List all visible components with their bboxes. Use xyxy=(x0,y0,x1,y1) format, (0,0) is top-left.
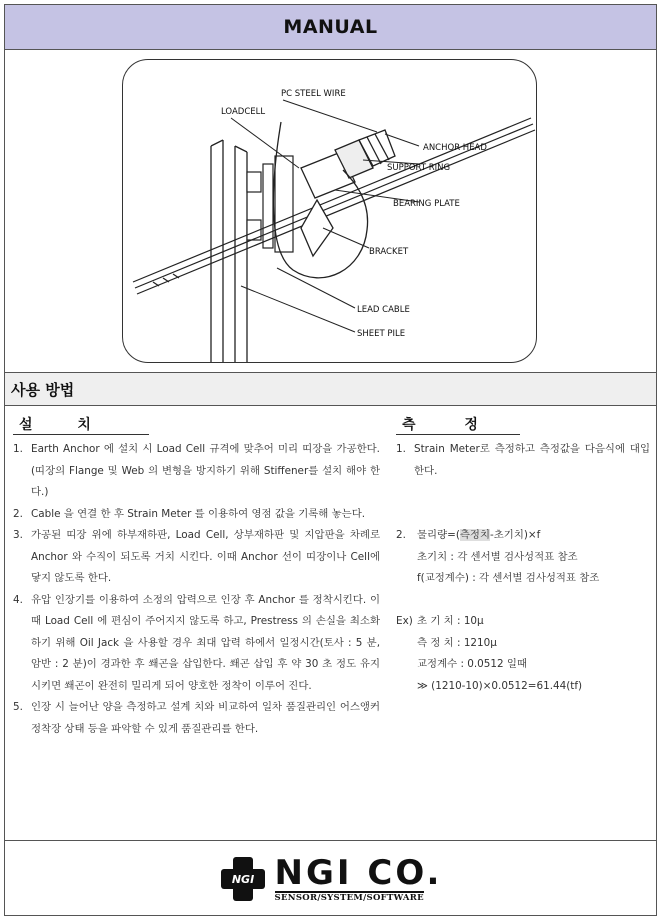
usage-heading xyxy=(5,373,656,406)
usage-columns xyxy=(5,406,656,841)
install-step: 5. 인장 시 늘어난 양을 측정하고 설계 치와 비교하여 일차 품질관리인 어스앵커 정착장 상태 등을 파악할 수 있게 품질관리를 한다. xyxy=(13,701,380,735)
brand-block xyxy=(274,852,443,903)
install-step: 3. 가공된 띠장 위에 하부재하판, Load Cell, 상부재하판 및 지압판을 차례로 Anchor 와 수직이 되도록 거치 시킨다. 이때 Anchor 선이 띠장이나 Cell에 닿지 않도록 한다. xyxy=(13,529,380,584)
diagram-frame xyxy=(122,59,537,363)
example-result: ≫ (1210-10)×0.0512=61.44(tf) xyxy=(417,679,583,692)
install-heading: 설 치 xyxy=(13,414,149,435)
label-bearing-plate: BEARING PLATE xyxy=(393,199,460,209)
page-title xyxy=(5,5,656,50)
company-name: NGI CO. xyxy=(274,852,443,893)
label-anchor-head: ANCHOR HEAD xyxy=(423,143,487,153)
install-step: 1. Earth Anchor 에 설치 시 Load Cell 규격에 맞추어 미리 띠장을 가공한다. (띠장의 Flange 및 Web 의 변형을 방지하기 위해 Stiffener를 설치 해야 한다.) xyxy=(13,443,380,498)
usage-heading-text: 사용 방법 xyxy=(11,380,75,399)
company-tagline: SENSOR/SYSTEM/SOFTWARE xyxy=(274,892,424,903)
install-steps xyxy=(13,439,380,740)
install-step: 4. 유압 인장기를 이용하여 소정의 압력으로 인장 후 Anchor 를 정착시킨다. 이때 Load Cell 에 편심이 주어지지 않도록 하고, Prestress 의 손실을 최소화하기 위해 Oil Jack 을 사용할 경우 최대 압력 하에서 일정시간(토사 : 5 분, 암반 : 2 분)이 경과한 후 쐐곤을 삽입한다. 쐐곤 삽입 후 약 30 초 정도 유지시키면 쐐곤이 완전히 밀리게 되어 양호한 정착이 이루어 진다. xyxy=(13,593,380,692)
label-support-ring: SUPPORT RING xyxy=(387,163,451,173)
diagram-section xyxy=(5,50,656,373)
example-initial: Ex) 초 기 치 : 10μ xyxy=(396,615,484,627)
initial-value-note: 초기치 : 각 센서별 검사성적표 참조 xyxy=(417,550,578,563)
label-bracket: BRACKET xyxy=(369,247,409,257)
label-loadcell: LOADCELL xyxy=(221,107,266,117)
measure-steps xyxy=(396,439,650,482)
measure-column xyxy=(388,406,656,840)
emblem-text: NGI xyxy=(231,873,254,886)
factor-note: f(교정계수) : 각 센서별 검사성적표 참조 xyxy=(417,572,600,584)
label-pc-steel-wire: PC STEEL WIRE xyxy=(281,89,346,99)
label-lead-cable: LEAD CABLE xyxy=(357,305,410,315)
example-measured: 측 정 치 : 1210μ xyxy=(417,636,497,649)
measure-heading: 측 정 xyxy=(396,414,520,435)
formula-line: 2. 물리량=(측정치-초기치)×f xyxy=(396,529,541,541)
measure-step: 1. Strain Meter로 측정하고 측정값을 다음식에 대입한다. xyxy=(396,443,650,477)
bracket-plates xyxy=(247,156,293,252)
ngi-emblem-icon xyxy=(219,855,267,903)
install-step: 2. Cable 을 연결 한 후 Strain Meter 를 이용하여 영점 값을 기록해 놓는다. xyxy=(13,507,366,520)
manual-page xyxy=(4,4,657,916)
label-sheet-pile: SHEET PILE xyxy=(357,329,406,339)
example-factor: 교정계수 : 0.0512 일때 xyxy=(417,658,527,670)
install-column xyxy=(5,406,388,840)
company-logo xyxy=(219,852,443,903)
page-title-text: MANUAL xyxy=(283,16,378,38)
footer xyxy=(5,841,656,917)
loadcell-installation-diagram xyxy=(123,60,537,363)
